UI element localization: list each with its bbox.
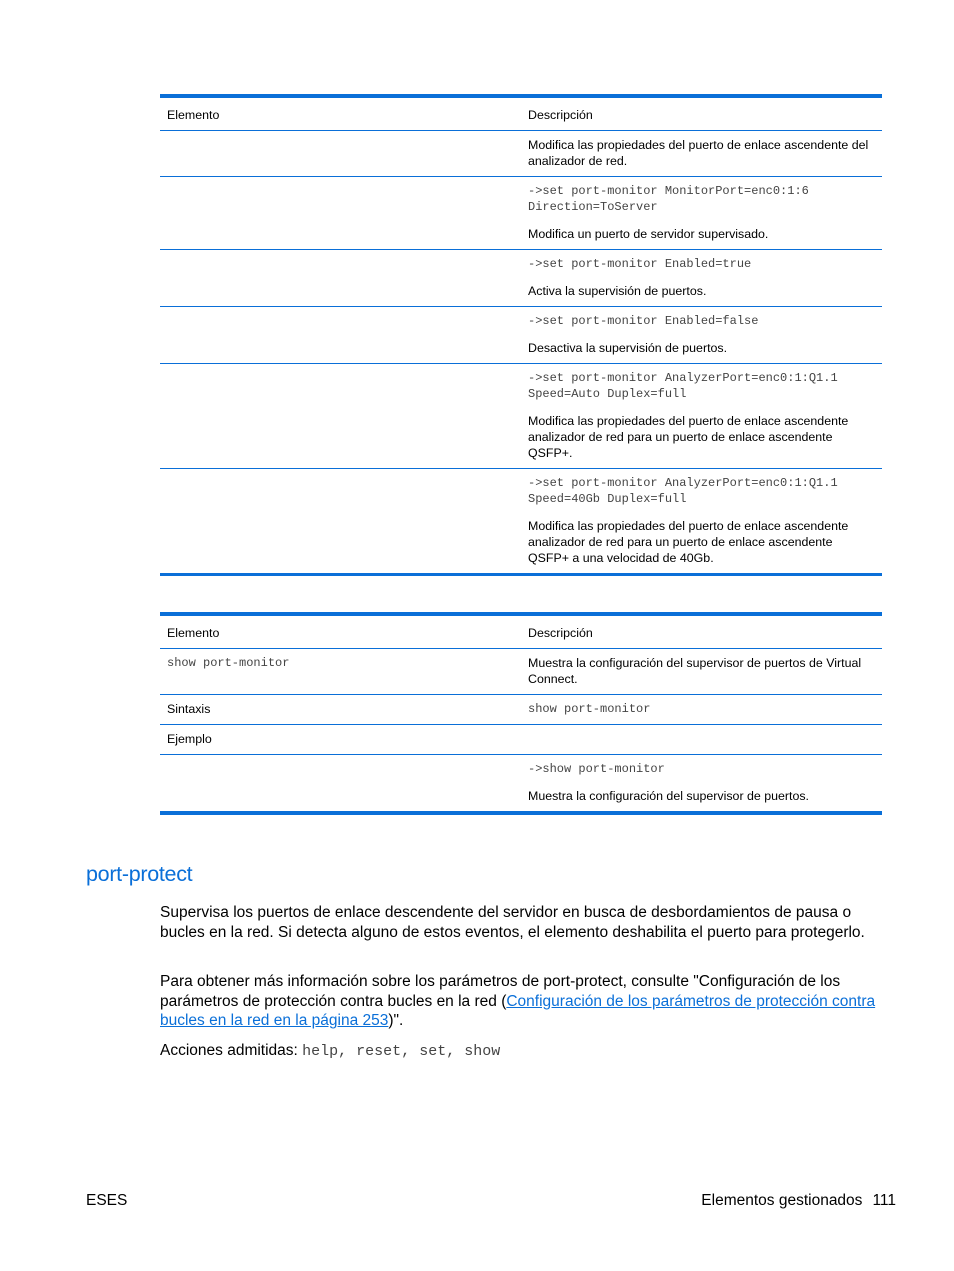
page-number: 111 xyxy=(872,1192,896,1209)
item-cell xyxy=(160,131,521,177)
supported-actions-separator: : xyxy=(293,1042,303,1059)
more-info-text: Para obtener más información sobre los parámetros de port-protect, consulte "Configuración de los parámetros de protección contra bucles en la red ( xyxy=(160,973,841,1010)
item-cell xyxy=(160,177,521,250)
header-descripcion: Descripción xyxy=(521,614,882,649)
description-text: Modifica un puerto de servidor supervisado. xyxy=(528,227,769,241)
item-cell xyxy=(160,755,521,814)
header-elemento: Elemento xyxy=(160,614,521,649)
section-heading: port-protect xyxy=(86,862,193,886)
table-row xyxy=(160,131,882,177)
command-example: ->set port-monitor AnalyzerPort=enc0:1:Q1.1 Speed=Auto Duplex=full xyxy=(528,371,845,401)
table-row xyxy=(160,725,882,755)
table-row xyxy=(160,649,882,695)
table-row xyxy=(160,469,882,575)
more-info-paragraph xyxy=(160,972,890,1031)
footer-section-title: Elementos gestionados xyxy=(701,1192,863,1209)
header-descripcion: Descripción xyxy=(521,96,882,131)
command-example: ->show port-monitor xyxy=(528,762,665,776)
syntax-value: show port-monitor xyxy=(521,695,882,725)
description-text: Activa la supervisión de puertos. xyxy=(528,284,707,298)
description-cell xyxy=(521,469,882,575)
syntax-label: Sintaxis xyxy=(160,695,521,725)
description-cell xyxy=(521,307,882,364)
table-row xyxy=(160,695,882,725)
elements-table-set xyxy=(160,94,882,576)
item-cell xyxy=(160,364,521,469)
item-cell xyxy=(160,469,521,575)
description-cell xyxy=(521,725,882,755)
description-text: Muestra la configuración del supervisor de puertos de Virtual Connect. xyxy=(521,649,882,695)
item-command: show port-monitor xyxy=(160,649,521,695)
table-header-row xyxy=(160,614,882,649)
more-info-closing: )". xyxy=(388,1012,404,1029)
description-text: Modifica las propiedades del puerto de enlace ascendente analizador de red para un puerto de enlace ascendente QSFP+. xyxy=(528,414,849,460)
footer-language-code: ESES xyxy=(86,1192,128,1209)
table-row xyxy=(160,250,882,307)
cross-reference-link[interactable]: Configuración de los parámetros de protección contra bucles en la red en la página 253 xyxy=(160,992,876,1029)
table-header-row xyxy=(160,96,882,131)
table-row xyxy=(160,364,882,469)
description-cell xyxy=(521,250,882,307)
description-text: Modifica las propiedades del puerto de enlace ascendente del analizador de red. xyxy=(528,138,869,168)
supported-actions xyxy=(160,1041,890,1061)
description-text: Desactiva la supervisión de puertos. xyxy=(528,341,728,355)
item-cell xyxy=(160,307,521,364)
command-example: ->set port-monitor AnalyzerPort=enc0:1:Q1.1 Speed=40Gb Duplex=full xyxy=(528,476,845,506)
header-elemento: Elemento xyxy=(160,96,521,131)
description-cell xyxy=(521,364,882,469)
section-description: Supervisa los puertos de enlace descendente del servidor en busca de desbordamientos de pausa o bucles en la red. Si detecta alguno de estos eventos, el elemento deshabilita el puerto para protegerlo. xyxy=(160,904,865,941)
command-example: ->set port-monitor MonitorPort=enc0:1:6 Direction=ToServer xyxy=(528,184,817,214)
command-example: ->set port-monitor Enabled=true xyxy=(528,257,752,271)
description-text: Muestra la configuración del supervisor de puertos. xyxy=(528,789,810,803)
command-example: ->set port-monitor Enabled=false xyxy=(528,314,759,328)
item-cell xyxy=(160,250,521,307)
description-cell xyxy=(521,755,882,814)
example-label: Ejemplo xyxy=(160,725,521,755)
description-cell xyxy=(521,177,882,250)
table-row xyxy=(160,755,882,814)
table-row xyxy=(160,177,882,250)
elements-table-show xyxy=(160,612,882,815)
supported-actions-value: help, reset, set, show xyxy=(302,1043,501,1060)
footer-page-info xyxy=(701,1192,896,1210)
description-text: Modifica las propiedades del puerto de enlace ascendente analizador de red para un puerto de enlace ascendente QSFP+ a una velocidad de 40Gb. xyxy=(528,519,849,565)
table-row xyxy=(160,307,882,364)
supported-actions-label: Acciones admitidas xyxy=(160,1042,294,1059)
description-cell xyxy=(521,131,882,177)
